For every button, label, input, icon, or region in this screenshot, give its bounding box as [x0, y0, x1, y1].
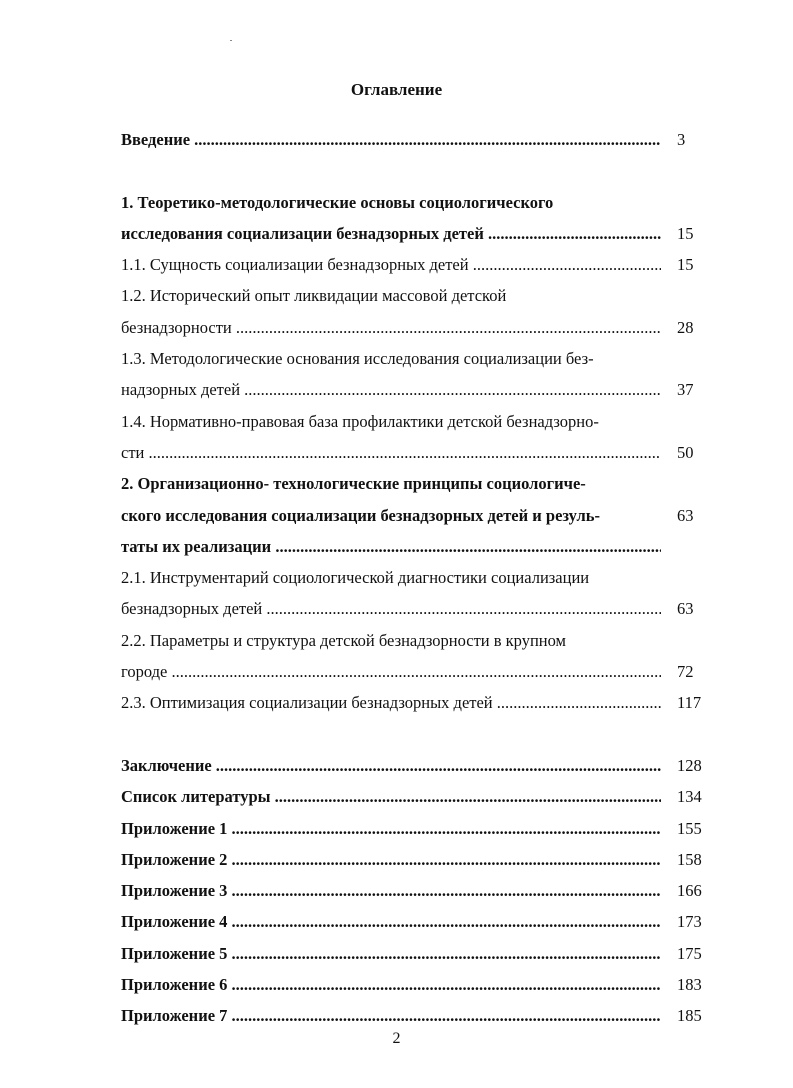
- toc-entry-chapter-2-cont2[interactable]: [121, 531, 721, 562]
- toc-entry-page: 158: [677, 849, 702, 869]
- toc-entry-section-2-3[interactable]: [121, 687, 721, 718]
- toc-entry-label: Введение .....: [121, 124, 661, 155]
- toc-entry-label: 1.3. Методологические основания исследования социализации без-: [121, 349, 594, 369]
- toc-entry-page: 63: [677, 599, 694, 619]
- toc-title: Оглавление: [350, 80, 443, 99]
- toc-entry-page: 128: [677, 755, 702, 775]
- toc-entry-appendix-1[interactable]: [121, 813, 721, 844]
- toc-entry-page: 28: [677, 317, 694, 337]
- toc-entry-label: городе .....: [121, 656, 661, 687]
- toc-entry-section-1-3[interactable]: [121, 343, 721, 374]
- toc-entry-label: Список литературы .....: [121, 781, 661, 812]
- toc-spacer: [121, 155, 721, 186]
- toc-entry-section-2-2-cont[interactable]: [121, 656, 721, 687]
- toc-entry-label: 2.2. Параметры и структура детской безнадзорности в крупном: [121, 630, 567, 650]
- toc-entry-page: 3: [677, 130, 686, 149]
- toc-entry-label: исследования социализации безнадзорных детей .....: [121, 218, 661, 249]
- toc-entry-label: ского исследования социализации безнадзорных детей и резуль-: [121, 505, 600, 525]
- toc-entry-appendix-3[interactable]: [121, 875, 721, 906]
- toc-entry-page: 134: [677, 787, 702, 807]
- toc-entry-label: 1. Теоретико-методологические основы социологического: [121, 192, 554, 212]
- toc-entry-label: сти .....: [121, 437, 661, 468]
- toc-entry-page: 155: [677, 818, 702, 838]
- toc-entry-page: 50: [677, 442, 694, 462]
- toc-entry-chapter-1-cont[interactable]: [121, 218, 721, 249]
- toc-entry-page: 175: [677, 943, 702, 963]
- toc-entry-page: 72: [677, 662, 694, 682]
- toc-entry-section-2-2[interactable]: [121, 625, 721, 656]
- toc-entry-page: 37: [677, 380, 694, 400]
- page-number: 2: [392, 1030, 401, 1047]
- toc-entry-label: 2.1. Инструментарий социологической диагностики социализации: [121, 568, 590, 588]
- toc-entry-section-1-2-cont[interactable]: [121, 312, 721, 343]
- toc-entry-label: Приложение 2 .....: [121, 844, 661, 875]
- toc-entry-page: 117: [677, 693, 702, 713]
- toc-entry-page: 183: [677, 975, 702, 995]
- toc-entry-section-1-4-cont[interactable]: [121, 437, 721, 468]
- toc-spacer: [121, 719, 721, 750]
- table-of-contents: [121, 124, 721, 1032]
- toc-entry-section-1-1[interactable]: [121, 249, 721, 280]
- toc-entry-references[interactable]: [121, 781, 721, 812]
- toc-entry-page: 15: [677, 223, 694, 243]
- toc-entry-chapter-2[interactable]: [121, 468, 721, 499]
- toc-entry-label: Приложение 5 .....: [121, 938, 661, 969]
- toc-entry-label: Заключение .....: [121, 750, 661, 781]
- toc-entry-appendix-5[interactable]: [121, 938, 721, 969]
- scan-speck: [230, 40, 232, 41]
- toc-entry-label: 1.2. Исторический опыт ликвидации массовой детской: [121, 286, 507, 306]
- toc-entry-label: безнадзорных детей .....: [121, 593, 661, 624]
- toc-entry-introduction[interactable]: [121, 124, 721, 155]
- toc-entry-page: 173: [677, 912, 702, 932]
- toc-entry-section-1-2[interactable]: [121, 280, 721, 311]
- toc-entry-appendix-7[interactable]: [121, 1000, 721, 1031]
- toc-entry-label: Приложение 7 .....: [121, 1000, 661, 1031]
- toc-entry-label: 1.4. Нормативно-правовая база профилактики детской безнадзорно-: [121, 411, 599, 431]
- toc-entry-label: 2. Организационно- технологические принципы социологиче-: [121, 474, 586, 494]
- toc-entry-appendix-4[interactable]: [121, 906, 721, 937]
- toc-entry-page: 185: [677, 1006, 702, 1026]
- toc-entry-label: Приложение 6 .....: [121, 969, 661, 1000]
- toc-entry-label: таты их реализации .....: [121, 531, 661, 562]
- toc-entry-section-2-1[interactable]: [121, 562, 721, 593]
- toc-entry-section-1-3-cont[interactable]: [121, 374, 721, 405]
- toc-entry-label: Приложение 4 .....: [121, 906, 661, 937]
- toc-entry-page: 15: [677, 255, 694, 275]
- toc-entry-chapter-2-cont[interactable]: [121, 500, 721, 531]
- toc-entry-section-2-1-cont[interactable]: [121, 593, 721, 624]
- toc-entry-label: 2.3. Оптимизация социализации безнадзорных детей .....: [121, 687, 661, 718]
- toc-entry-label: надзорных детей .....: [121, 374, 661, 405]
- toc-entry-chapter-1[interactable]: [121, 187, 721, 218]
- toc-entry-conclusion[interactable]: [121, 750, 721, 781]
- toc-entry-appendix-6[interactable]: [121, 969, 721, 1000]
- toc-entry-appendix-2[interactable]: [121, 844, 721, 875]
- toc-entry-section-1-4[interactable]: [121, 406, 721, 437]
- toc-entry-page: 166: [677, 881, 702, 901]
- toc-entry-page: 63: [677, 505, 694, 525]
- toc-entry-label: безнадзорности .....: [121, 312, 661, 343]
- toc-entry-label: Приложение 1 .....: [121, 813, 661, 844]
- toc-entry-label: 1.1. Сущность социализации безнадзорных детей .....: [121, 249, 661, 280]
- toc-entry-label: Приложение 3 .....: [121, 875, 661, 906]
